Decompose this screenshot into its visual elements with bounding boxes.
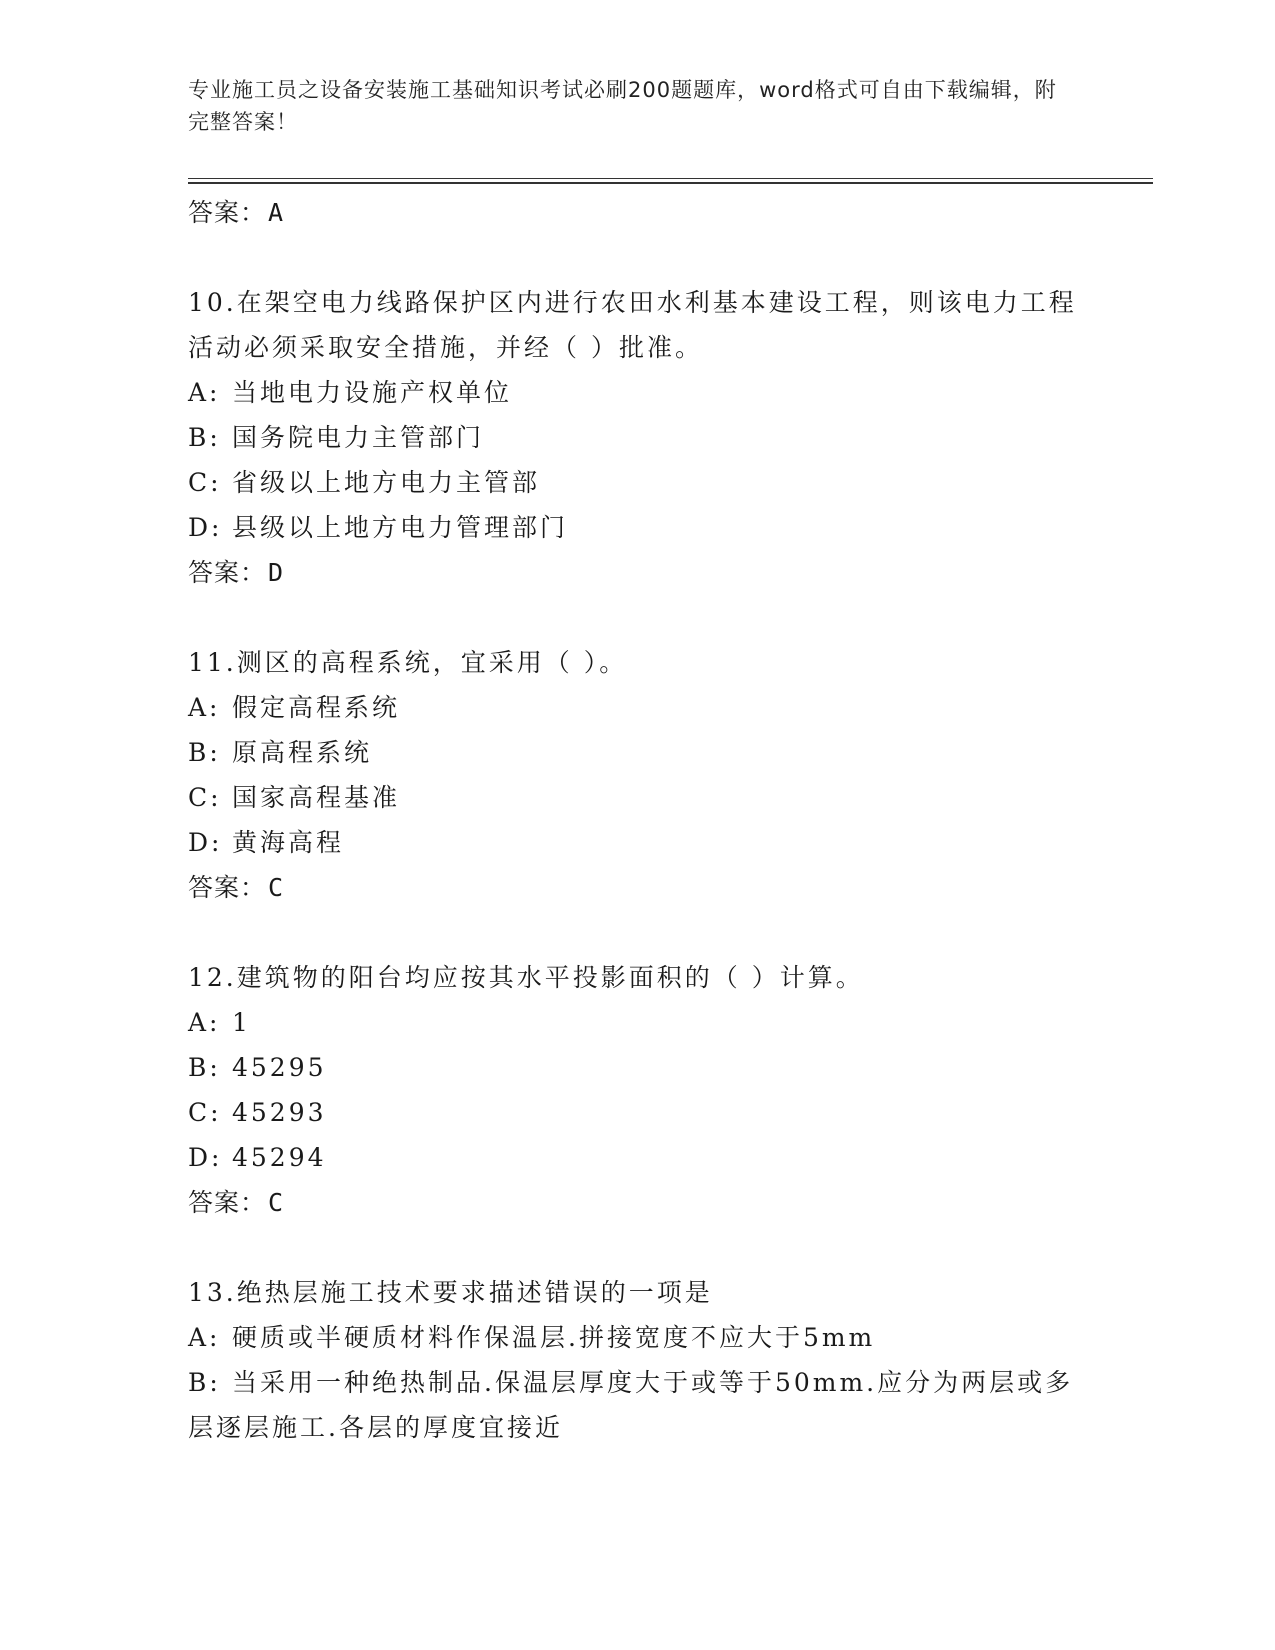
spacer	[188, 1225, 1088, 1270]
document-header: 专业施工员之设备安装施工基础知识考试必刷200题题库，word格式可自由下载编辑，附完整答案！	[188, 78, 1057, 134]
option-letter: A:	[188, 693, 221, 722]
spacer	[188, 595, 1088, 640]
option-a	[188, 685, 1088, 730]
option-letter: D:	[188, 513, 223, 542]
option-b	[188, 415, 1088, 460]
answer-line	[188, 550, 1088, 595]
option-letter: C:	[188, 468, 222, 497]
option-letter: C:	[188, 1098, 222, 1127]
option-a	[188, 370, 1088, 415]
option-letter: A:	[188, 378, 221, 407]
option-text: 原高程系统	[232, 738, 373, 767]
spacer	[188, 910, 1088, 955]
option-b	[188, 1045, 1088, 1090]
answer-value: C	[268, 873, 285, 902]
header-divider-thick	[188, 182, 1153, 184]
answer-line	[188, 865, 1088, 910]
option-letter: B:	[188, 1053, 221, 1082]
answer-label: 答案：	[188, 558, 267, 587]
question-stem: 11.测区的高程系统，宜采用（ ）。	[188, 648, 628, 677]
option-text: 假定高程系统	[232, 693, 401, 722]
option-text: 黄海高程	[232, 828, 345, 857]
option-letter: B:	[188, 738, 221, 767]
answer-label: 答案：	[188, 873, 267, 902]
question-stem: 10.在架空电力线路保护区内进行农田水利基本建设工程，则该电力工程活动必须采取安全措施，并经（ ）批准。	[188, 288, 1077, 362]
option-c	[188, 1090, 1088, 1135]
option-letter: D:	[188, 1143, 223, 1172]
option-d	[188, 505, 1088, 550]
option-d	[188, 820, 1088, 865]
answer-label: 答案：	[188, 198, 267, 227]
answer-line	[188, 190, 1088, 235]
answer-label: 答案：	[188, 1188, 267, 1217]
option-letter: A:	[188, 1008, 221, 1037]
option-text: 当采用一种绝热制品.保温层厚度大于或等于50mm.应分为两层或多层逐层施工.各层的厚度宜接近	[188, 1368, 1074, 1442]
answer-value: C	[268, 1188, 285, 1217]
option-a	[188, 1315, 1088, 1360]
option-text: 45294	[232, 1143, 327, 1172]
header-divider	[188, 178, 1153, 179]
option-text: 当地电力设施产权单位	[232, 378, 513, 407]
option-letter: B:	[188, 423, 221, 452]
option-letter: A:	[188, 1323, 221, 1352]
option-text: 省级以上地方电力主管部	[232, 468, 541, 497]
question-content	[188, 190, 1088, 1450]
option-a	[188, 1000, 1088, 1045]
option-text: 县级以上地方电力管理部门	[232, 513, 569, 542]
question-stem: 13.绝热层施工技术要求描述错误的一项是	[188, 1278, 713, 1307]
option-text: 国家高程基准	[232, 783, 401, 812]
option-b	[188, 730, 1088, 775]
option-text: 45295	[232, 1053, 327, 1082]
option-b	[188, 1360, 1088, 1450]
answer-line	[188, 1180, 1088, 1225]
option-letter: B:	[188, 1368, 221, 1397]
option-text: 45293	[232, 1098, 327, 1127]
option-c	[188, 775, 1088, 820]
answer-value: A	[268, 198, 285, 227]
option-d	[188, 1135, 1088, 1180]
answer-value: D	[268, 558, 285, 587]
option-text: 国务院电力主管部门	[232, 423, 485, 452]
option-c	[188, 460, 1088, 505]
option-text: 1	[232, 1008, 251, 1037]
option-letter: D:	[188, 828, 223, 857]
question-stem: 12.建筑物的阳台均应按其水平投影面积的（ ）计算。	[188, 963, 864, 992]
option-text: 硬质或半硬质材料作保温层.拼接宽度不应大于5mm	[232, 1323, 876, 1352]
spacer	[188, 235, 1088, 280]
option-letter: C:	[188, 783, 222, 812]
